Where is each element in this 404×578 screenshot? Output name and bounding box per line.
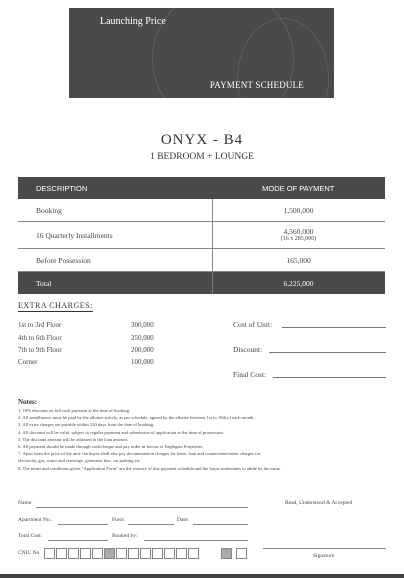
signature-label: Signature [313,553,335,559]
name-field[interactable] [36,507,248,508]
row-value: 4,560,000 [283,227,314,236]
extra-charge-amount: 200,000 [131,346,154,354]
date-field[interactable] [193,524,248,525]
cost-of-unit-label: Cost of Unit: [233,320,273,329]
cnic-digit-box[interactable] [236,548,247,559]
extra-charge-floor: 4th to 6th Floor [18,334,62,342]
notes-list [18,407,388,472]
total-cost-label: Total Cost: [18,533,43,539]
table-header-row [18,177,385,199]
total-row [18,272,385,295]
extra-charge-floor: 1st to 3rd Floor [18,321,62,329]
payment-table [18,177,385,294]
cnic-digit-box[interactable] [188,548,199,559]
cnic-separator-box [104,548,115,559]
apartment-no-label: Apartment No.: [18,517,53,523]
floor-label: Floor: [112,517,126,523]
cnic-digit-box[interactable] [164,548,175,559]
discount-field[interactable] [269,352,386,353]
note-item: 5. The discount amount will be adjusted in the loan amount. [18,436,129,442]
row-value-cell [213,222,386,249]
row-description: 16 Quarterly Installments [18,222,213,249]
cnic-digit-box[interactable] [116,548,127,559]
apartment-no-field[interactable] [58,524,108,525]
extra-charge-amount: 100,000 [131,358,154,366]
name-label: Name: [18,500,33,506]
cnic-digit-box[interactable] [152,548,163,559]
cnic-digit-box[interactable] [140,548,151,559]
extra-charges-heading: EXTRA CHARGES: [18,301,93,310]
cnic-digit-box[interactable] [92,548,103,559]
total-cost-field[interactable] [48,540,108,541]
cnic-digit-box[interactable] [176,548,187,559]
extra-charge-amount: 250,000 [131,334,154,342]
note-item: 4. All discount will be valid, subject to regular payment and submission of application at the time of possession. [18,429,224,435]
note-item: 3. All extra charges are payable within 120 days from the date of booking. [18,422,155,428]
extra-charge-floor: Corner [18,358,38,366]
note-item: 8. The terms and conditions given "Application Form" are the essence of this payment schedule and the buyer undertakes to abide by the same. [18,465,282,471]
floor-field[interactable] [128,524,174,525]
note-item: electricity, gas, water and sewerage, generator kits, car parking etc. [18,458,142,464]
extra-charge-amount: 300,000 [131,321,154,329]
date-label: Date: [177,517,189,523]
read-accepted-label: Read, Understood & Accepted [285,500,353,506]
cnic-label: CNIC No. [18,550,41,556]
page-title: ONYX - B4 [160,132,244,148]
signature-field[interactable] [263,548,386,549]
extra-charge-floor: 7th to 9th Floor [18,346,62,354]
booked-by-field[interactable] [144,540,248,541]
discount-label: Discount: [233,345,263,354]
note-item: 6. All payment should be made through cash/cheque and pay order in favour of Eaglegate Properties. [18,444,204,450]
cnic-digit-box[interactable] [56,548,67,559]
row-description: Before Possession [18,249,213,272]
table-row [18,222,385,249]
cnic-digit-box[interactable] [80,548,91,559]
row-value-breakdown: (16 x 285,000) [280,236,317,242]
note-item: 7. Apart from the price of the unit, the buyer shall also pay documentation charges for lease, loan and connections/meter charges for [18,451,261,457]
total-value: 6,225,000 [213,272,386,295]
row-value: 1,500,000 [213,199,386,222]
final-cost-label: Final Cost: [233,370,267,379]
table-row [18,249,385,272]
final-cost-field[interactable] [273,377,386,378]
cnic-digit-box[interactable] [128,548,139,559]
column-header-description: DESCRIPTION [18,177,213,199]
row-description: Booking [18,199,213,222]
note-item: 1. 10% discount on full cash payment at the time of booking. [18,408,131,413]
booked-by-label: Booked by: [112,533,138,539]
row-value: 165,000 [213,249,386,272]
cost-of-unit-field[interactable] [282,327,386,328]
notes-heading: Notes: [18,398,38,406]
launching-price-label: Launching Price [100,16,166,27]
cnic-digit-box[interactable] [44,548,55,559]
note-item: 2. All installments must be paid by the allottee strictly, as per schedule, agreed by the allottee between 1st to 10th of each month. [18,415,255,421]
total-label: Total [18,272,213,295]
header-banner [69,8,334,98]
column-header-mode: MODE OF PAYMENT [213,177,386,199]
page-subtitle: 1 BEDROOM + LOUNGE [150,152,254,162]
table-row [18,199,385,222]
cnic-separator-box [221,548,232,559]
payment-schedule-label: PAYMENT SCHEDULE [209,80,304,90]
footer-bar [0,574,404,578]
cnic-digit-box[interactable] [68,548,79,559]
